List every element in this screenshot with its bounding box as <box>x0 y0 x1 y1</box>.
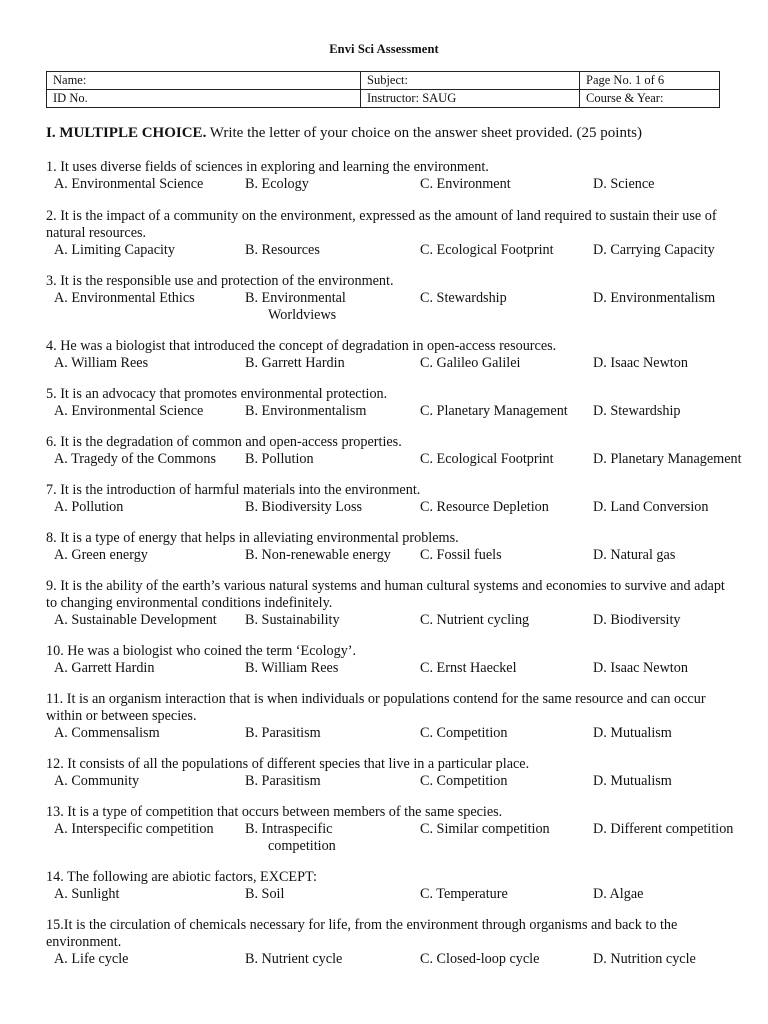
option-c <box>420 886 508 903</box>
option-c <box>420 612 529 629</box>
option-b <box>245 660 338 677</box>
option-c <box>420 451 554 468</box>
option-b <box>245 403 366 420</box>
option-c-text: C. Similar competition <box>420 821 550 837</box>
option-a <box>54 499 123 516</box>
question-item <box>46 434 746 468</box>
option-b <box>245 451 314 468</box>
option-a <box>54 547 148 564</box>
question-item <box>46 530 746 564</box>
option-c-text: C. Ecological Footprint <box>420 242 554 258</box>
question-item <box>46 643 746 677</box>
answer-options <box>46 451 746 468</box>
option-d-text: D. Isaac Newton <box>593 355 688 371</box>
name-cell: Name: <box>47 72 361 90</box>
question-stem: 2. It is the impact of a community on the environment, expressed as the amount of land required to sustain their use of natural resources. <box>46 208 717 241</box>
option-a <box>54 773 139 790</box>
option-c <box>420 821 550 838</box>
option-c <box>420 725 508 742</box>
option-a-text: A. Pollution <box>54 499 124 515</box>
option-b-text: B. Pollution <box>245 451 314 467</box>
option-b <box>245 355 345 372</box>
option-c-text: C. Environment <box>420 176 511 192</box>
answer-options <box>46 886 746 903</box>
option-c <box>420 499 549 516</box>
option-a <box>54 725 160 742</box>
answer-options <box>46 773 746 790</box>
answer-options <box>46 242 746 259</box>
option-b <box>245 547 391 564</box>
option-d <box>593 176 654 193</box>
option-c-text: C. Temperature <box>420 886 508 902</box>
instructor-cell: Instructor: SAUG <box>361 90 580 108</box>
option-d-text: D. Algae <box>593 886 644 902</box>
answer-options <box>46 725 746 742</box>
option-a-text: A. William Rees <box>54 355 149 371</box>
option-d <box>593 547 675 564</box>
option-b-text: B. Ecology <box>245 176 309 192</box>
question-item <box>46 159 746 193</box>
option-b-continuation: Worldviews <box>268 307 337 323</box>
option-c-text: C. Planetary Management <box>420 403 568 419</box>
option-b <box>245 242 320 259</box>
option-d <box>593 886 643 903</box>
option-d-text: D. Stewardship <box>593 403 681 419</box>
option-b <box>245 612 340 629</box>
option-a-text: A. Commensalism <box>54 725 160 741</box>
option-c-text: C. Nutrient cycling <box>420 612 530 628</box>
option-d-text: D. Environmentalism <box>593 290 716 306</box>
question-stem: 11. It is an organism interaction that is when individuals or populations contend for the same resource and can occur within or between species. <box>46 691 706 724</box>
option-a <box>54 821 214 838</box>
option-b-text: B. Intraspecific <box>245 821 333 837</box>
option-c <box>420 290 507 307</box>
option-a <box>54 951 128 968</box>
option-d-text: D. Nutrition cycle <box>593 951 696 967</box>
option-a-text: A. Green energy <box>54 547 148 563</box>
answer-options <box>46 547 746 564</box>
question-stem: 8. It is a type of energy that helps in alleviating environmental problems. <box>46 530 459 546</box>
info-row <box>47 72 720 90</box>
option-a <box>54 355 148 372</box>
option-c-text: C. Ernst Haeckel <box>420 660 517 676</box>
section-instructions <box>46 124 746 142</box>
option-c <box>420 547 502 564</box>
option-d-text: D. Natural gas <box>593 547 676 563</box>
option-d <box>593 242 715 259</box>
option-a <box>54 242 175 259</box>
question-stem: 7. It is the introduction of harmful materials into the environment. <box>46 482 421 498</box>
question-item <box>46 208 746 259</box>
option-b <box>245 176 309 193</box>
answer-options <box>46 660 746 677</box>
question-stem: 3. It is the responsible use and protection of the environment. <box>46 273 394 289</box>
answer-options <box>46 951 746 968</box>
option-b <box>245 821 336 855</box>
answer-options <box>46 290 746 324</box>
option-b-text: B. Sustainability <box>245 612 340 628</box>
info-row <box>47 90 720 108</box>
answer-options <box>46 499 746 516</box>
option-c <box>420 660 517 677</box>
option-c-text: C. Competition <box>420 725 508 741</box>
option-c-text: C. Ecological Footprint <box>420 451 554 467</box>
question-stem: 4. He was a biologist that introduced the concept of degradation in open-access resources. <box>46 338 557 354</box>
subject-cell: Subject: <box>361 72 580 90</box>
question-item <box>46 691 746 742</box>
question-item <box>46 756 746 790</box>
option-a-text: A. Environmental Ethics <box>54 290 195 306</box>
option-c <box>420 773 508 790</box>
option-a <box>54 660 154 677</box>
option-b-text: B. Nutrient cycle <box>245 951 343 967</box>
page-number-cell: Page No. 1 of 6 <box>580 72 720 90</box>
option-a <box>54 886 119 903</box>
option-b <box>245 499 362 516</box>
option-c-text: C. Resource Depletion <box>420 499 549 515</box>
question-item <box>46 273 746 324</box>
question-item <box>46 804 746 855</box>
section-heading: I. MULTIPLE CHOICE. <box>46 125 207 141</box>
option-d-text: D. Planetary Management <box>593 451 742 467</box>
question-stem: 10. He was a biologist who coined the term ‘Ecology’. <box>46 643 357 659</box>
option-b-text: B. Parasitism <box>245 773 321 789</box>
option-a-text: A. Environmental Science <box>54 403 204 419</box>
option-d <box>593 725 672 742</box>
option-c <box>420 951 539 968</box>
section-instructions-text: Write the letter of your choice on the answer sheet provided. (25 points) <box>206 125 642 141</box>
option-c <box>420 403 568 420</box>
option-d <box>593 451 742 468</box>
option-a-text: A. Tragedy of the Commons <box>54 451 216 467</box>
question-stem: 5. It is an advocacy that promotes environmental protection. <box>46 386 388 402</box>
option-b-text: B. William Rees <box>245 660 339 676</box>
student-info-table <box>46 71 720 108</box>
question-stem: 13. It is a type of competition that occurs between members of the same species. <box>46 804 503 820</box>
option-b-text: B. Environmental <box>245 290 346 306</box>
option-b-text: B. Soil <box>245 886 285 902</box>
option-b-text: B. Parasitism <box>245 725 321 741</box>
option-a <box>54 612 217 629</box>
option-a <box>54 290 195 307</box>
option-d-text: D. Land Conversion <box>593 499 709 515</box>
question-stem: 1. It uses diverse fields of sciences in exploring and learning the environment. <box>46 159 489 175</box>
option-d-text: D. Carrying Capacity <box>593 242 715 258</box>
option-d <box>593 355 688 372</box>
option-c-text: C. Closed-loop cycle <box>420 951 540 967</box>
option-c <box>420 242 554 259</box>
option-b <box>245 773 321 790</box>
option-a-text: A. Sunlight <box>54 886 120 902</box>
option-a-text: A. Environmental Science <box>54 176 204 192</box>
option-d <box>593 290 715 307</box>
question-stem: 9. It is the ability of the earth’s various natural systems and human cultural systems and economies to survive and adapt to changing environmental conditions indefinitely. <box>46 578 725 611</box>
option-d-text: D. Mutualism <box>593 725 672 741</box>
option-a-text: A. Community <box>54 773 140 789</box>
option-c <box>420 355 520 372</box>
option-a <box>54 451 216 468</box>
question-stem: 12. It consists of all the populations of different species that live in a particular place. <box>46 756 530 772</box>
option-a <box>54 176 203 193</box>
question-stem: 15.It is the circulation of chemicals necessary for life, from the environment through organisms and back to the environment. <box>46 917 678 950</box>
question-item <box>46 869 746 903</box>
option-d-text: D. Different competition <box>593 821 734 837</box>
option-d-text: D. Isaac Newton <box>593 660 688 676</box>
option-b-text: B. Non-renewable energy <box>245 547 391 563</box>
question-stem: 6. It is the degradation of common and open-access properties. <box>46 434 402 450</box>
question-item <box>46 386 746 420</box>
option-c-text: C. Galileo Galilei <box>420 355 521 371</box>
document-title: Envi Sci Assessment <box>329 42 439 56</box>
option-c-text: C. Fossil fuels <box>420 547 502 563</box>
option-a <box>54 403 203 420</box>
answer-options <box>46 612 746 629</box>
question-item <box>46 578 746 629</box>
option-b-continuation: competition <box>268 838 336 854</box>
option-b-text: B. Environmentalism <box>245 403 367 419</box>
option-d <box>593 403 680 420</box>
option-a-text: A. Limiting Capacity <box>54 242 175 258</box>
option-b <box>245 725 321 742</box>
option-b-text: B. Resources <box>245 242 320 258</box>
option-d <box>593 951 696 968</box>
option-a-text: A. Garrett Hardin <box>54 660 155 676</box>
option-d-text: D. Science <box>593 176 655 192</box>
option-c-text: C. Competition <box>420 773 508 789</box>
option-b-text: B. Garrett Hardin <box>245 355 345 371</box>
id-number-cell: ID No. <box>47 90 361 108</box>
option-b <box>245 886 284 903</box>
option-d-text: D. Biodiversity <box>593 612 681 628</box>
option-d <box>593 499 708 516</box>
answer-options <box>46 821 746 855</box>
course-year-cell: Course & Year: <box>580 90 720 108</box>
option-a-text: A. Life cycle <box>54 951 129 967</box>
question-item <box>46 338 746 372</box>
answer-options <box>46 355 746 372</box>
option-d-text: D. Mutualism <box>593 773 672 789</box>
question-item <box>46 917 746 968</box>
option-c-text: C. Stewardship <box>420 290 507 306</box>
answer-options <box>46 176 746 193</box>
option-a-text: A. Sustainable Development <box>54 612 217 628</box>
option-d <box>593 773 672 790</box>
option-b <box>245 951 342 968</box>
option-b-text: B. Biodiversity Loss <box>245 499 363 515</box>
option-b <box>245 290 346 324</box>
question-item <box>46 482 746 516</box>
option-d <box>593 821 733 838</box>
question-stem: 14. The following are abiotic factors, EXCEPT: <box>46 869 317 885</box>
option-a-text: A. Interspecific competition <box>54 821 214 837</box>
answer-options <box>46 403 746 420</box>
option-d <box>593 612 681 629</box>
option-d <box>593 660 688 677</box>
option-c <box>420 176 511 193</box>
